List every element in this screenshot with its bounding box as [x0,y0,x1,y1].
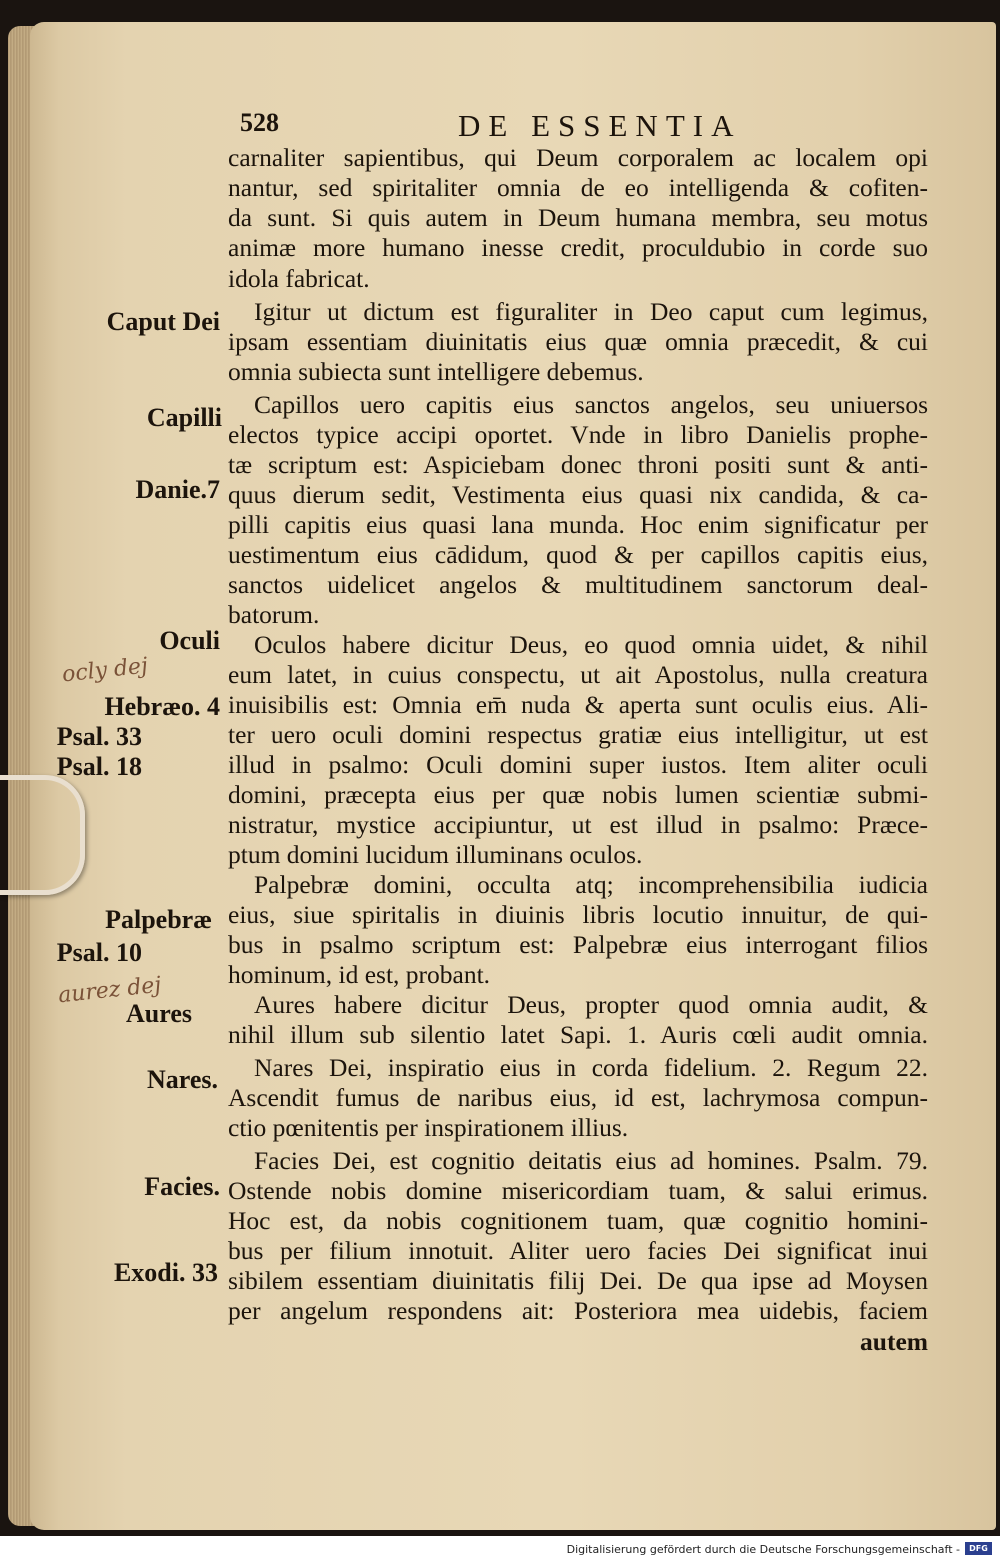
funding-credit: Digitalisierung gefördert durch die Deutsche Forschungsgemeinschaft - [566,1543,960,1556]
text-line: Ascendit fumus de naribus eius, id est, lachrymosa compun- [228,1083,928,1112]
text-line: bus in psalmo scriptum est: Palpebræ eius interrogant filios [228,930,928,959]
text-line: idola fabricat. [228,264,370,293]
text-line: eius, siue spiritalis in diuinis libris locutio innuitur, de qui- [228,900,928,929]
text-line: nistratur, mystice accipiuntur, ut est illud in psalmo: Præce- [228,810,928,839]
text-line: batorum. [228,600,320,629]
text-line: Ostende nobis domine misericordiam tuam, & salui erimus. [228,1176,928,1205]
margin-note: Psal. 10 [56,938,142,967]
text-line: omnia subiecta sunt intelligere debemus. [228,357,644,386]
text-line: ptum domini lucidum illuminans oculos. [228,840,643,869]
text-line: bus per filium innotuit. Aliter uero facies Dei significat inui [228,1236,928,1265]
page-clip [0,775,85,895]
margin-note: Capilli [146,403,222,432]
text-line: ctio pœnitentis per inspirationem illius. [228,1113,629,1142]
margin-note: Danie.7 [135,475,220,504]
margin-note: Psal. 18 [56,752,142,781]
text-line: pilli capitis eius quasi lana munda. Hoc enim significatur per [228,510,928,539]
text-line: electos typice accipi oportet. Vnde in libro Danielis prophe- [228,420,928,449]
margin-note: Aures [126,999,192,1028]
text-line: hominum, id est, probant. [228,960,491,989]
text-line: carnaliter sapientibus, qui Deum corporalem ac localem opi [228,143,928,172]
text-line: Aures habere dicitur Deus, propter quod omnia audit, & [254,990,928,1019]
handwritten-annotation: aurez dej [56,972,163,1009]
margin-note: Exodi. 33 [113,1258,218,1287]
text-line: nihil illum sub silentio latet Sapi. 1. Auris cœli audit omnia. [228,1020,928,1049]
text-line: nantur, sed spiritaliter omnia de eo intelligenda & cofiten- [228,173,928,202]
text-line: sibilem essentiam diuinitatis filij Dei. De qua ipse ad Moysen [228,1266,928,1295]
margin-note: Hebræo. 4 [104,692,220,721]
text-line: animæ more humano inesse credit, proculdubio in corde suo [228,233,928,262]
text-line: illud in psalmo: Oculi domini super iustos. Item aliter oculi [228,750,928,779]
page-number: 528 [240,108,279,137]
text-line: Igitur ut dictum est figuraliter in Deo caput cum legimus, [254,297,928,326]
text-line: inuisibilis est: Omnia em̄ nuda & aperta sunt oculis eius. Ali- [228,690,928,719]
text-line: domini, præcepta eius per quæ nobis lumen scientiæ submi- [228,780,928,809]
text-line: Oculos habere dicitur Deus, eo quod omnia uidet, & nihil [254,630,928,659]
margin-note: Oculi [159,626,220,655]
text-line: Facies Dei, est cognitio deitatis eius ad homines. Psalm. 79. [254,1146,928,1175]
text-line: per angelum respondens ait: Posteriora mea uidebis, faciem [228,1296,928,1325]
text-line: eum latet, in cuius conspectu, ut ait Apostolus, nulla creatura [228,660,928,689]
margin-note: Psal. 33 [56,722,142,751]
text-line: sanctos uidelicet angelos & multitudinem sanctorum deal- [228,570,928,599]
catchword: autem [860,1327,928,1356]
text-line: ipsam essentiam diuinitatis eius quæ omnia præcedit, & cui [228,327,928,356]
text-line: Palpebræ domini, occulta atq; incomprehensibilia iudicia [254,870,928,899]
text-line: Capillos uero capitis eius sanctos angelos, seu uniuersos [254,390,928,419]
running-title: DE ESSENTIA [458,108,742,143]
dfg-logo: DFG [965,1542,992,1555]
text-line: tæ scriptum est: Aspiciebam donec throni positi sunt & anti- [228,450,928,479]
text-line: Hoc est, da nobis cognitionem tuam, quæ cognitio homini- [228,1206,928,1235]
text-line: Nares Dei, inspiratio eius in corda fidelium. 2. Regum 22. [254,1053,928,1082]
text-line: quus dierum sedit, Vestimenta eius quasi nix candida, & ca- [228,480,928,509]
text-line: da sunt. Si quis autem in Deum humana membra, seu motus [228,203,928,232]
footer-bar [0,1536,1000,1561]
margin-note: Palpebræ [105,905,212,934]
margin-note: Facies. [144,1172,220,1201]
margin-note: Nares. [146,1065,218,1094]
text-line: uestimentum eius cādidum, quod & per capillos capitis eius, [228,540,928,569]
text-line: ter uero oculi domini respectus gratiæ eius intelligitur, ut est [228,720,928,749]
handwritten-annotation: ocly dej [60,653,150,688]
margin-note: Caput Dei [106,307,220,336]
